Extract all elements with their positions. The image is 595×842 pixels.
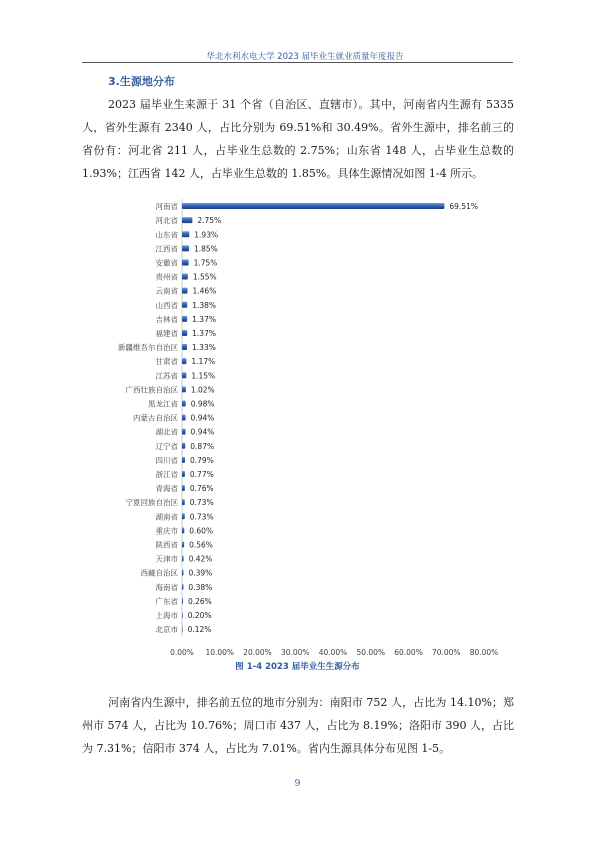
category-label: 广西壮族自治区 [125, 385, 178, 395]
x-tick-label: 40.00% [318, 648, 348, 658]
category-label: 江苏省 [155, 371, 178, 381]
bar [182, 288, 188, 294]
category-label: 甘肃省 [155, 357, 178, 367]
category-label: 河南省 [155, 202, 178, 212]
bar [182, 541, 184, 547]
category-label: 天津市 [155, 554, 178, 564]
data-label: 0.77% [189, 469, 214, 479]
category-label: 广东省 [155, 596, 178, 606]
data-label: 0.73% [189, 512, 214, 522]
data-label: 1.17% [191, 357, 216, 367]
category-label: 山东省 [155, 230, 178, 240]
origin-distribution-chart [82, 195, 522, 660]
bar [182, 527, 184, 533]
bar [182, 471, 185, 477]
data-label: 1.38% [192, 300, 217, 310]
bar [182, 443, 185, 449]
paragraph-henan [82, 691, 514, 760]
bar [182, 316, 187, 322]
bar [182, 457, 185, 463]
category-label: 上海市 [155, 610, 178, 620]
category-label: 内蒙古自治区 [133, 413, 178, 423]
bar [182, 259, 189, 265]
data-label: 1.37% [192, 314, 216, 324]
data-label: 2.75% [197, 216, 222, 226]
x-tick-label: 20.00% [243, 648, 272, 658]
bar [182, 612, 183, 618]
bar [182, 302, 187, 308]
category-label: 北京市 [155, 625, 178, 635]
paragraph-intro-text: 2023 届毕业生来源于 31 个省（自治区、直辖市）。其中，河南省内生源有 5335 人，省外生源有 2340 人，占比分别为 69.51%和 30.49%。省外生源中，排名前三的省份有：河北省 211 人，占毕业生总数的 2.75%；山东省 148 人，占毕业生总数的 1.93%；江西省 142 人，占毕业生总数的 1.85%。具体生源情况如图 1-4 所示。 [82, 98, 514, 180]
data-label: 0.87% [190, 441, 215, 451]
data-label: 1.55% [192, 272, 217, 282]
category-label: 浙江省 [155, 469, 178, 479]
data-label: 1.46% [192, 286, 217, 296]
bar [182, 485, 185, 491]
x-tick-label: 70.00% [431, 648, 461, 658]
paragraph-henan-text: 河南省内生源中，排名前五位的地市分别为：南阳市 752 人，占比为 14.10%；郑州市 574 人，占比为 10.76%；周口市 437 人，占比为 8.19%；洛阳市 390 人，占比为 7.31%；信阳市 374 人，占比为 7.01%。省内生源具体分布见图 1-5。 [82, 696, 514, 755]
data-label: 1.02% [190, 385, 215, 395]
bar [182, 344, 187, 350]
category-label: 青海省 [155, 484, 178, 494]
data-label: 1.85% [193, 244, 218, 254]
data-label: 0.42% [188, 554, 213, 564]
data-label: 0.94% [190, 427, 215, 437]
data-label: 1.15% [191, 371, 216, 381]
data-label: 1.75% [193, 258, 218, 268]
x-tick-label: 60.00% [394, 648, 423, 658]
category-label: 四川省 [155, 455, 178, 465]
bar [182, 231, 189, 237]
x-tick-label: 80.00% [469, 648, 499, 658]
bar [182, 400, 186, 406]
bar [182, 499, 185, 505]
data-label: 0.60% [189, 526, 214, 536]
data-label: 0.20% [187, 610, 212, 620]
bar [182, 203, 444, 209]
category-label: 海南省 [155, 582, 178, 592]
category-label: 河北省 [155, 216, 178, 226]
data-label: 0.73% [189, 498, 214, 508]
data-label: 0.98% [190, 399, 215, 409]
x-tick-label: 10.00% [205, 648, 235, 658]
category-label: 山西省 [155, 300, 178, 310]
running-header: 华北水利水电大学 2023 届毕业生就业质量年度报告 [206, 52, 404, 62]
x-tick-label: 50.00% [356, 648, 386, 658]
category-label: 陕西省 [155, 540, 178, 550]
bar [182, 358, 186, 364]
figure-caption: 图 1-4 2023 届毕业生生源分布 [235, 662, 360, 672]
category-label: 西藏自治区 [140, 568, 178, 578]
paragraph-intro [82, 93, 514, 185]
category-label: 福建省 [155, 328, 178, 338]
x-tick-label: 30.00% [280, 648, 310, 658]
category-label: 新疆维吾尔自治区 [118, 343, 178, 353]
bar [182, 584, 183, 590]
bar [182, 386, 186, 392]
category-label: 安徽省 [155, 258, 178, 268]
bar [182, 274, 188, 280]
data-label: 0.79% [189, 455, 214, 465]
x-tick-label: 0.00% [170, 648, 194, 658]
category-label: 湖南省 [155, 512, 178, 522]
data-label: 69.51% [449, 202, 479, 212]
category-label: 云南省 [155, 286, 178, 296]
category-label: 吉林省 [155, 314, 178, 324]
bar [182, 429, 186, 435]
section-title: 3.生源地分布 [108, 75, 175, 88]
category-label: 湖北省 [155, 427, 178, 437]
bar [182, 513, 185, 519]
category-label: 江西省 [155, 244, 178, 254]
bar [182, 570, 183, 576]
category-label: 黑龙江省 [148, 399, 178, 409]
category-label: 重庆市 [155, 526, 178, 536]
data-label: 1.93% [194, 230, 219, 240]
bar [182, 556, 184, 562]
data-label: 1.37% [192, 328, 216, 338]
data-label: 0.94% [190, 413, 215, 423]
data-label: 0.12% [187, 625, 212, 635]
bar [182, 217, 192, 223]
category-label: 辽宁省 [155, 441, 178, 451]
category-label: 宁夏回族自治区 [125, 498, 178, 508]
bar [182, 415, 186, 421]
bar [182, 372, 186, 378]
bar [182, 330, 187, 336]
data-label: 0.26% [187, 596, 212, 606]
header-rule [82, 62, 513, 63]
data-label: 0.39% [188, 568, 213, 578]
bar [182, 245, 189, 251]
data-label: 0.76% [189, 484, 214, 494]
bar [182, 626, 183, 632]
category-label: 贵州省 [155, 272, 178, 282]
data-label: 0.38% [188, 582, 213, 592]
data-label: 0.56% [189, 540, 213, 550]
bar [182, 598, 183, 604]
data-label: 1.33% [192, 343, 216, 353]
page-number: 9 [294, 779, 301, 789]
